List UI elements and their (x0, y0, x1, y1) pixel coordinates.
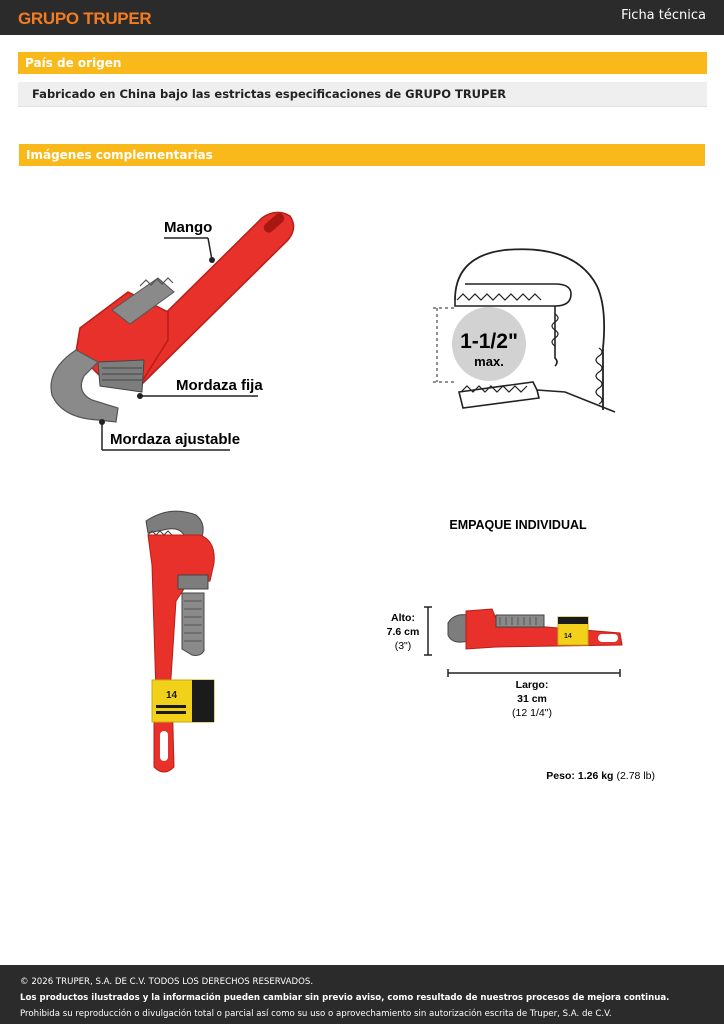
package-dimensions-diagram (370, 505, 670, 790)
header-bar (0, 0, 724, 35)
weight-imperial: (2.78 lb) (616, 770, 655, 782)
capacity-note: max. (474, 354, 504, 369)
brand-logo: GRUPO TRUPER (18, 9, 152, 28)
weight-metric: 1.26 kg (577, 770, 614, 782)
svg-text:14: 14 (166, 690, 178, 701)
section-images-title: Imágenes complementarias (19, 144, 705, 166)
package-title: EMPAQUE INDIVIDUAL (449, 518, 587, 532)
footer-notice: Los productos ilustrados y la información pueden cambiar sin previo aviso, como resultado de nuestros procesos de mejora continua. (20, 993, 670, 1003)
footer-copyright: © 2026 TRUPER, S.A. DE C.V. TODOS LOS DERECHOS RESERVADOS. (20, 977, 314, 987)
capacity-diagram (425, 238, 625, 418)
footer (0, 965, 724, 1024)
weight-label: Peso: (546, 770, 575, 782)
origin-text: Fabricado en China bajo las estrictas especificaciones de GRUPO TRUPER (18, 82, 707, 107)
footer-prohibition: Prohibida su reproducción o divulgación total o parcial así como su uso o aprovechamiento sin autorización escrita de Truper, S.A. de C.V. (20, 1009, 612, 1019)
label-fixed-jaw: Mordaza fija (176, 377, 263, 394)
section-origin-title: País de origen (18, 52, 707, 74)
document-type: Ficha técnica (621, 8, 706, 23)
height-metric: 7.6 cm (386, 626, 420, 638)
length-label: Largo: (515, 679, 549, 691)
wrench-vertical-image (130, 505, 230, 777)
height-imperial: (3") (394, 640, 412, 652)
svg-text:14: 14 (564, 633, 572, 640)
weight-readout (546, 770, 655, 782)
label-handle: Mango (164, 219, 213, 236)
length-imperial: (12 1/4") (512, 707, 552, 719)
length-metric: 31 cm (517, 693, 547, 705)
label-adjustable-jaw: Mordaza ajustable (110, 431, 241, 448)
height-label: Alto: (391, 612, 415, 624)
wrench-parts-diagram (40, 200, 320, 460)
capacity-value: 1-1/2" (460, 330, 518, 353)
fixed-jaw-teeth-shape (98, 360, 144, 392)
